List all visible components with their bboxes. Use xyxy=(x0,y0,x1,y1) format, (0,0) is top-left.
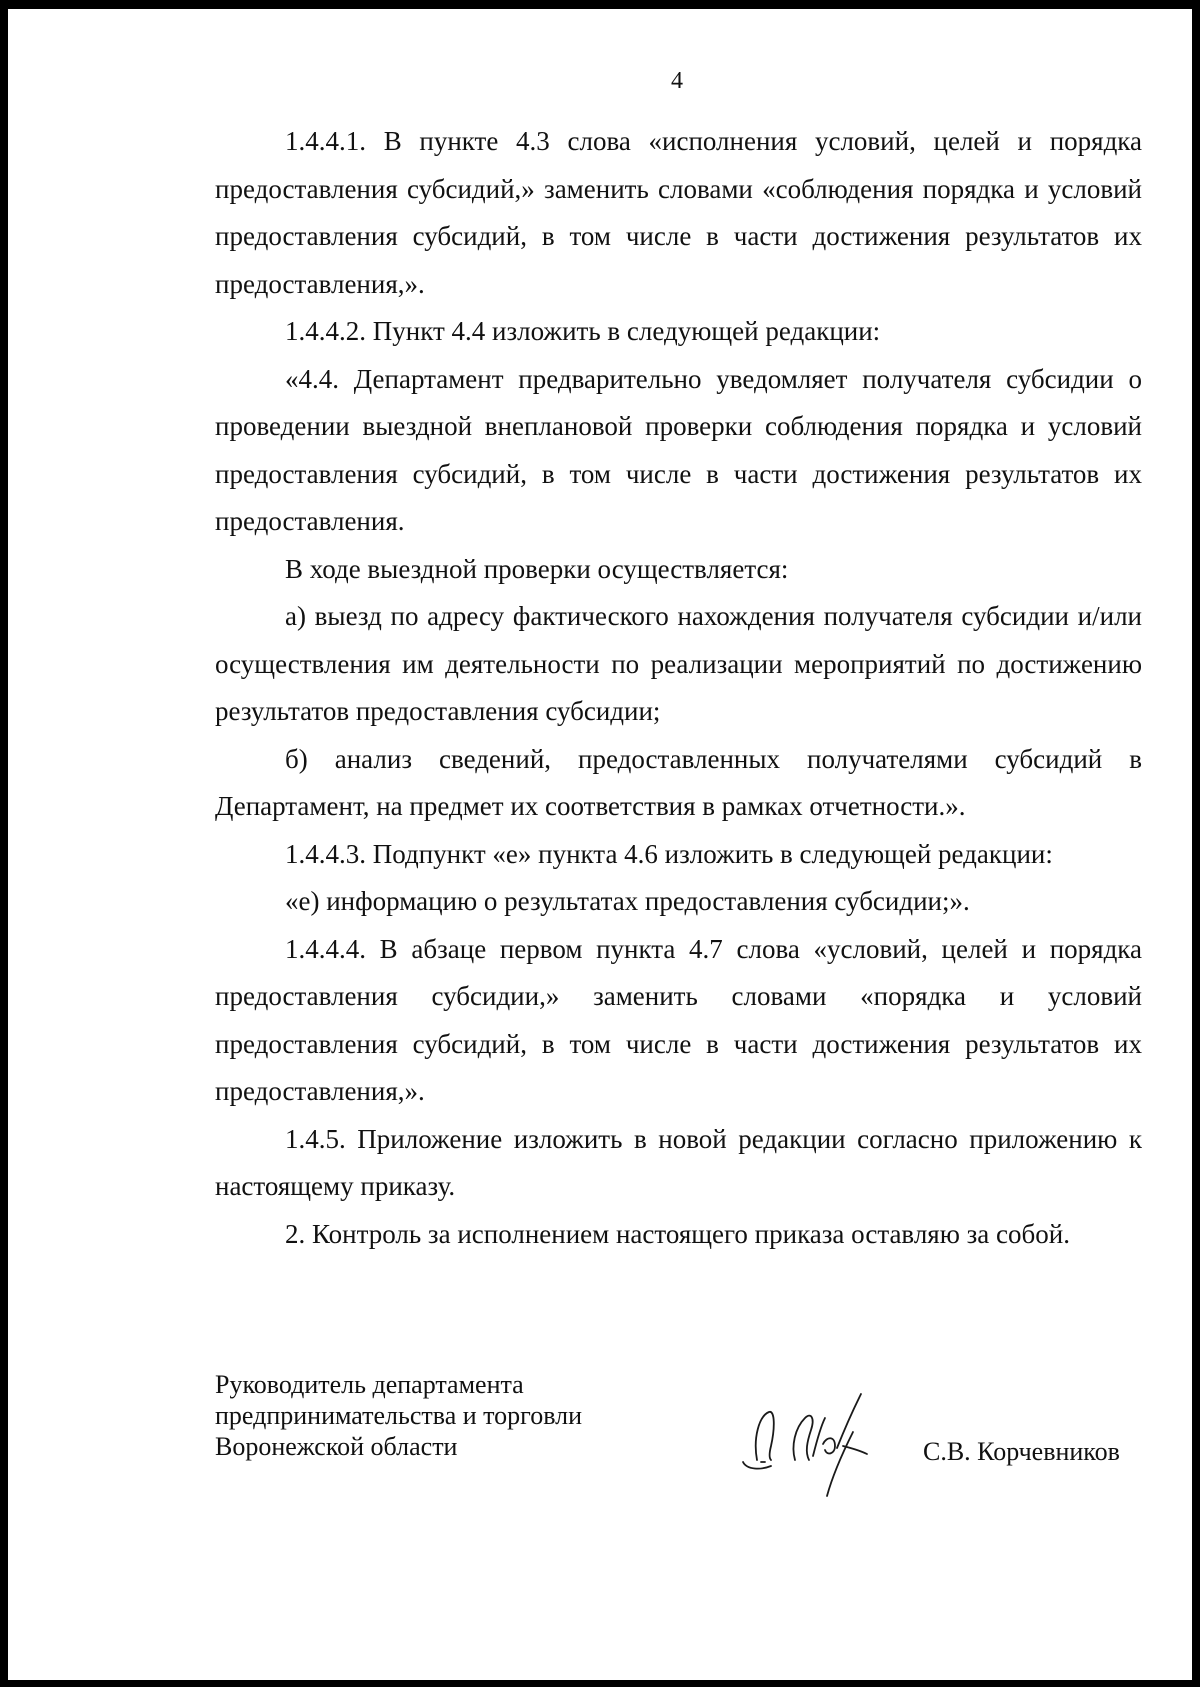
paragraph-2-control: 2. Контроль за исполнением настоящего приказа оставляю за собой. xyxy=(285,1218,1070,1249)
paragraph-inspection-intro: В ходе выездной проверки осуществляется: xyxy=(285,553,789,584)
paragraph-1-4-5: 1.4.5. Приложение изложить в новой редакции согласно приложению к настоящему приказу. xyxy=(215,1123,1142,1201)
page-number: 4 xyxy=(671,68,683,94)
paragraph-1-4-4-3: 1.4.4.3. Подпункт «е» пункта 4.6 изложить в следующей редакции: xyxy=(285,838,1053,869)
signer-position-line: Воронежской области xyxy=(215,1432,458,1461)
document-body xyxy=(215,118,1142,1258)
paragraph-1-4-4-2: 1.4.4.2. Пункт 4.4 изложить в следующей редакции: xyxy=(285,316,881,346)
paragraph-1-4-4-1: 1.4.4.1. В пункте 4.3 слова «исполнения условий, целей и порядка предоставления субсидий,» заменить словами «соблюдения порядка и условий предоставления субсидий, в том числе в части достижения результатов их предоставления,». xyxy=(215,126,1142,299)
handwritten-signature xyxy=(735,1388,895,1498)
signer-position-line: Руководитель департамента xyxy=(215,1370,524,1399)
signer-position-line: предпринимательства и торговли xyxy=(215,1401,583,1430)
paragraph-item-b: б) анализ сведений, предоставленных получателями субсидий в Департамент, на предмет их соответствия в рамках отчетности.». xyxy=(215,743,1142,821)
signer-position xyxy=(215,1369,582,1462)
paragraph-item-e: «е) информацию о результатах предоставления субсидии;». xyxy=(285,886,970,916)
paragraph-4-4-quote: «4.4. Департамент предварительно уведомляет получателя субсидии о проведении выездной внеплановой проверки соблюдения порядка и условий предоставления субсидий, в том числе в части достижения результатов их предоставления. xyxy=(215,363,1142,536)
paragraph-item-a: а) выезд по адресу фактического нахождения получателя субсидии и/или осуществления им деятельности по реализации мероприятий по достижению результатов предоставления субсидии; xyxy=(215,601,1142,726)
signer-name: С.В. Корчевников xyxy=(923,1437,1120,1466)
paragraph-1-4-4-4: 1.4.4.4. В абзаце первом пункта 4.7 слова «условий, целей и порядка предоставления субсидии,» заменить словами «порядка и условий предоставления субсидий, в том числе в части достижения результатов их предоставления,». xyxy=(215,933,1142,1106)
